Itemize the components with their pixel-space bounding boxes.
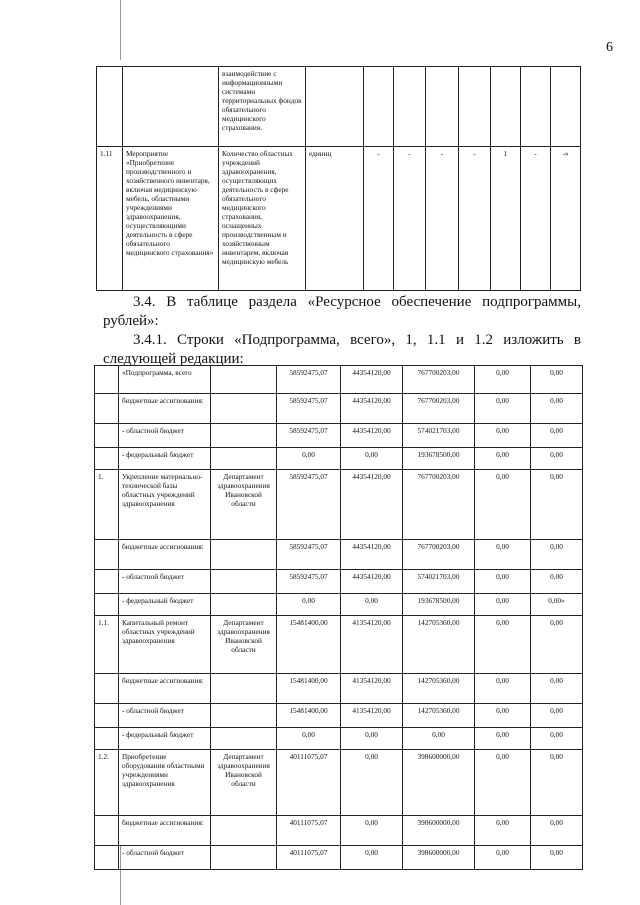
amount-cell: 58592475,07 [277, 570, 341, 594]
amount-cell: 0,00 [277, 594, 341, 616]
amount-cell: 44354120,00 [341, 540, 403, 570]
amount-cell: 0,00 [277, 728, 341, 750]
table-row [95, 394, 583, 424]
amount-cell: 0,00 [475, 616, 531, 674]
amount-cell: 142705360,00 [403, 616, 475, 674]
amount-cell: 0,00 [531, 394, 583, 424]
table-row [95, 424, 583, 448]
resource-table [94, 365, 583, 870]
event-name: Мероприятие «Приобретение производственного и хозяйственного инвентаря, включая медицинскую мебель, областными учреждениями здравоохранения, осуществляющими деятельность в сфере обязательного медицинского страхования» [123, 147, 219, 291]
executor: Департамент здравоохранения Ивановской области [211, 750, 277, 816]
table-row [95, 816, 583, 846]
row-number: 1.11 [97, 147, 123, 291]
value-cell: - [521, 147, 551, 291]
amount-cell: 58592475,07 [277, 470, 341, 540]
table-row [95, 594, 583, 616]
value-cell: - [364, 147, 394, 291]
indicator-text-cont: взаимодействие с информационными системами территориальных фондов обязательного медицинского страхования. [219, 67, 306, 147]
row-name: - областной бюджет [119, 704, 211, 728]
amount-cell: 0,00 [475, 594, 531, 616]
executor: Департамент здравоохранения Ивановской области [211, 470, 277, 540]
executor: Департамент здравоохранения Ивановской области [211, 616, 277, 674]
amount-cell: 58592475,07 [277, 366, 341, 394]
amount-cell: 0,00 [341, 816, 403, 846]
paragraph-3-4: 3.4. В таблице раздела «Ресурсное обеспечение подпрограммы, рублей»: [103, 294, 581, 329]
amount-cell: 767700203,00 [403, 366, 475, 394]
amount-cell: 0,00 [531, 470, 583, 540]
amount-cell: 0,00 [341, 594, 403, 616]
row-number [95, 540, 119, 570]
row-number [95, 846, 119, 870]
amount-cell: 0,00 [475, 704, 531, 728]
indicator-name: Количество областных учреждений здравоохранения, осуществляющих деятельность в сфере обязательного медицинского страхования, оснащенных производственным и хозяйственным инвентарем, включая медицинскую мебель [219, 147, 306, 291]
table-row [95, 846, 583, 870]
row-number: 1. [95, 470, 119, 540]
amount-cell: 0,00 [531, 540, 583, 570]
value-cell: - [394, 147, 426, 291]
executor [211, 846, 277, 870]
row-name: бюджетные ассигнования: [119, 816, 211, 846]
amount-cell: 193678500,00 [403, 594, 475, 616]
amount-cell: 44354120,00 [341, 424, 403, 448]
amount-cell: 0,00 [531, 448, 583, 470]
executor [211, 816, 277, 846]
row-name: - областной бюджет [119, 846, 211, 870]
amount-cell: 15481400,00 [277, 674, 341, 704]
amount-cell: 0,00 [403, 728, 475, 750]
amount-cell: 0,00 [475, 846, 531, 870]
amount-cell: 0,00 [475, 424, 531, 448]
amount-cell: 0,00 [475, 470, 531, 540]
amount-cell: 15481400,00 [277, 616, 341, 674]
row-name: - областной бюджет [119, 424, 211, 448]
executor [211, 448, 277, 470]
table-cell [364, 67, 394, 147]
row-number [95, 816, 119, 846]
table-row [95, 704, 583, 728]
row-number [95, 570, 119, 594]
amount-cell: 0,00 [475, 570, 531, 594]
table-cell [551, 67, 581, 147]
row-name: - федеральный бюджет [119, 594, 211, 616]
paragraph-3-4-1: 3.4.1. Строки «Подпрограмма, всего», 1, 1.1 и 1.2 изложить в следующей редакции: [103, 332, 581, 367]
amount-cell: 40111075,07 [277, 750, 341, 816]
amount-cell: 0,00 [475, 366, 531, 394]
row-name: «Подпрограмма, всего [119, 366, 211, 394]
row-number: 1.2. [95, 750, 119, 816]
row-number [95, 728, 119, 750]
amount-cell: 41354120,00 [341, 704, 403, 728]
amount-cell: 0,00 [277, 448, 341, 470]
table-cell [97, 67, 123, 147]
amount-cell: 0,00 [341, 728, 403, 750]
table-row [95, 616, 583, 674]
amount-cell: 40111075,07 [277, 816, 341, 846]
amount-cell: 0,00 [475, 540, 531, 570]
executor [211, 540, 277, 570]
amount-cell: 767700203,00 [403, 470, 475, 540]
table-row [95, 470, 583, 540]
amount-cell: 142705360,00 [403, 674, 475, 704]
amount-cell: 398600000,00 [403, 846, 475, 870]
amount-cell: 142705360,00 [403, 704, 475, 728]
amount-cell: 574021703,00 [403, 424, 475, 448]
amount-cell: 0,00 [475, 816, 531, 846]
table-row [95, 366, 583, 394]
table-cell [521, 67, 551, 147]
row-number [95, 594, 119, 616]
amount-cell: 0,00 [531, 674, 583, 704]
amount-cell: 41354120,00 [341, 616, 403, 674]
unit: единиц [306, 147, 364, 291]
amount-cell: 0,00 [531, 704, 583, 728]
table-cell [459, 67, 491, 147]
amount-cell: 0,00 [531, 616, 583, 674]
table-row [95, 728, 583, 750]
row-name: бюджетные ассигнования: [119, 674, 211, 704]
amount-cell: 0,00 [531, 750, 583, 816]
amount-cell: 0,00 [341, 750, 403, 816]
amount-cell: 0,00 [475, 728, 531, 750]
amount-cell: 0,00» [531, 594, 583, 616]
amount-cell: 44354120,00 [341, 570, 403, 594]
amount-cell: 767700203,00 [403, 394, 475, 424]
row-number [95, 448, 119, 470]
row-name: Капитальный ремонт областных учреждений здравоохранения [119, 616, 211, 674]
amount-cell: 0,00 [475, 674, 531, 704]
value-cell: -» [551, 147, 581, 291]
amount-cell: 0,00 [531, 570, 583, 594]
table-row [95, 750, 583, 816]
amount-cell: 0,00 [475, 750, 531, 816]
table-row [95, 674, 583, 704]
amount-cell: 398600000,00 [403, 816, 475, 846]
amount-cell: 574021703,00 [403, 570, 475, 594]
row-number [95, 366, 119, 394]
executor [211, 366, 277, 394]
executor [211, 570, 277, 594]
amount-cell: 40111075,07 [277, 846, 341, 870]
scan-line [120, 0, 121, 60]
amount-cell: 767700203,00 [403, 540, 475, 570]
value-cell: - [459, 147, 491, 291]
amount-cell: 0,00 [341, 448, 403, 470]
row-name: бюджетные ассигнования: [119, 540, 211, 570]
amount-cell: 0,00 [475, 448, 531, 470]
executor [211, 674, 277, 704]
row-number: 1.1. [95, 616, 119, 674]
executor [211, 594, 277, 616]
executor [211, 704, 277, 728]
row-name: Приобретение оборудования областными учреждениями здравоохранения [119, 750, 211, 816]
value-cell: 1 [491, 147, 521, 291]
table-row [95, 540, 583, 570]
amount-cell: 0,00 [531, 816, 583, 846]
amount-cell: 58592475,07 [277, 394, 341, 424]
executor [211, 728, 277, 750]
amount-cell: 0,00 [475, 394, 531, 424]
amount-cell: 44354120,00 [341, 366, 403, 394]
amount-cell: 58592475,07 [277, 540, 341, 570]
row-number [95, 424, 119, 448]
page-number: 6 [606, 40, 613, 55]
amount-cell: 398600000,00 [403, 750, 475, 816]
row-number [95, 394, 119, 424]
table-row [95, 570, 583, 594]
amount-cell: 58592475,07 [277, 424, 341, 448]
value-cell: - [426, 147, 459, 291]
amount-cell: 0,00 [531, 846, 583, 870]
row-name: - федеральный бюджет [119, 728, 211, 750]
indicators-table [96, 66, 581, 291]
executor [211, 424, 277, 448]
row-name: - федеральный бюджет [119, 448, 211, 470]
amount-cell: 44354120,00 [341, 470, 403, 540]
table-row [95, 448, 583, 470]
row-name: - областной бюджет [119, 570, 211, 594]
row-number [95, 704, 119, 728]
table-cell [306, 67, 364, 147]
amount-cell: 15481400,00 [277, 704, 341, 728]
table-cell [123, 67, 219, 147]
row-name: бюджетные ассигнования: [119, 394, 211, 424]
table-cell [491, 67, 521, 147]
executor [211, 394, 277, 424]
row-name: Укрепление материально-технической базы областных учреждений здравоохранения [119, 470, 211, 540]
table-cell [426, 67, 459, 147]
amount-cell: 0,00 [531, 366, 583, 394]
row-number [95, 674, 119, 704]
amount-cell: 193678500,00 [403, 448, 475, 470]
amount-cell: 0,00 [341, 846, 403, 870]
amount-cell: 41354120,00 [341, 674, 403, 704]
amount-cell: 0,00 [531, 424, 583, 448]
table-cell [394, 67, 426, 147]
amount-cell: 44354120,00 [341, 394, 403, 424]
amount-cell: 0,00 [531, 728, 583, 750]
